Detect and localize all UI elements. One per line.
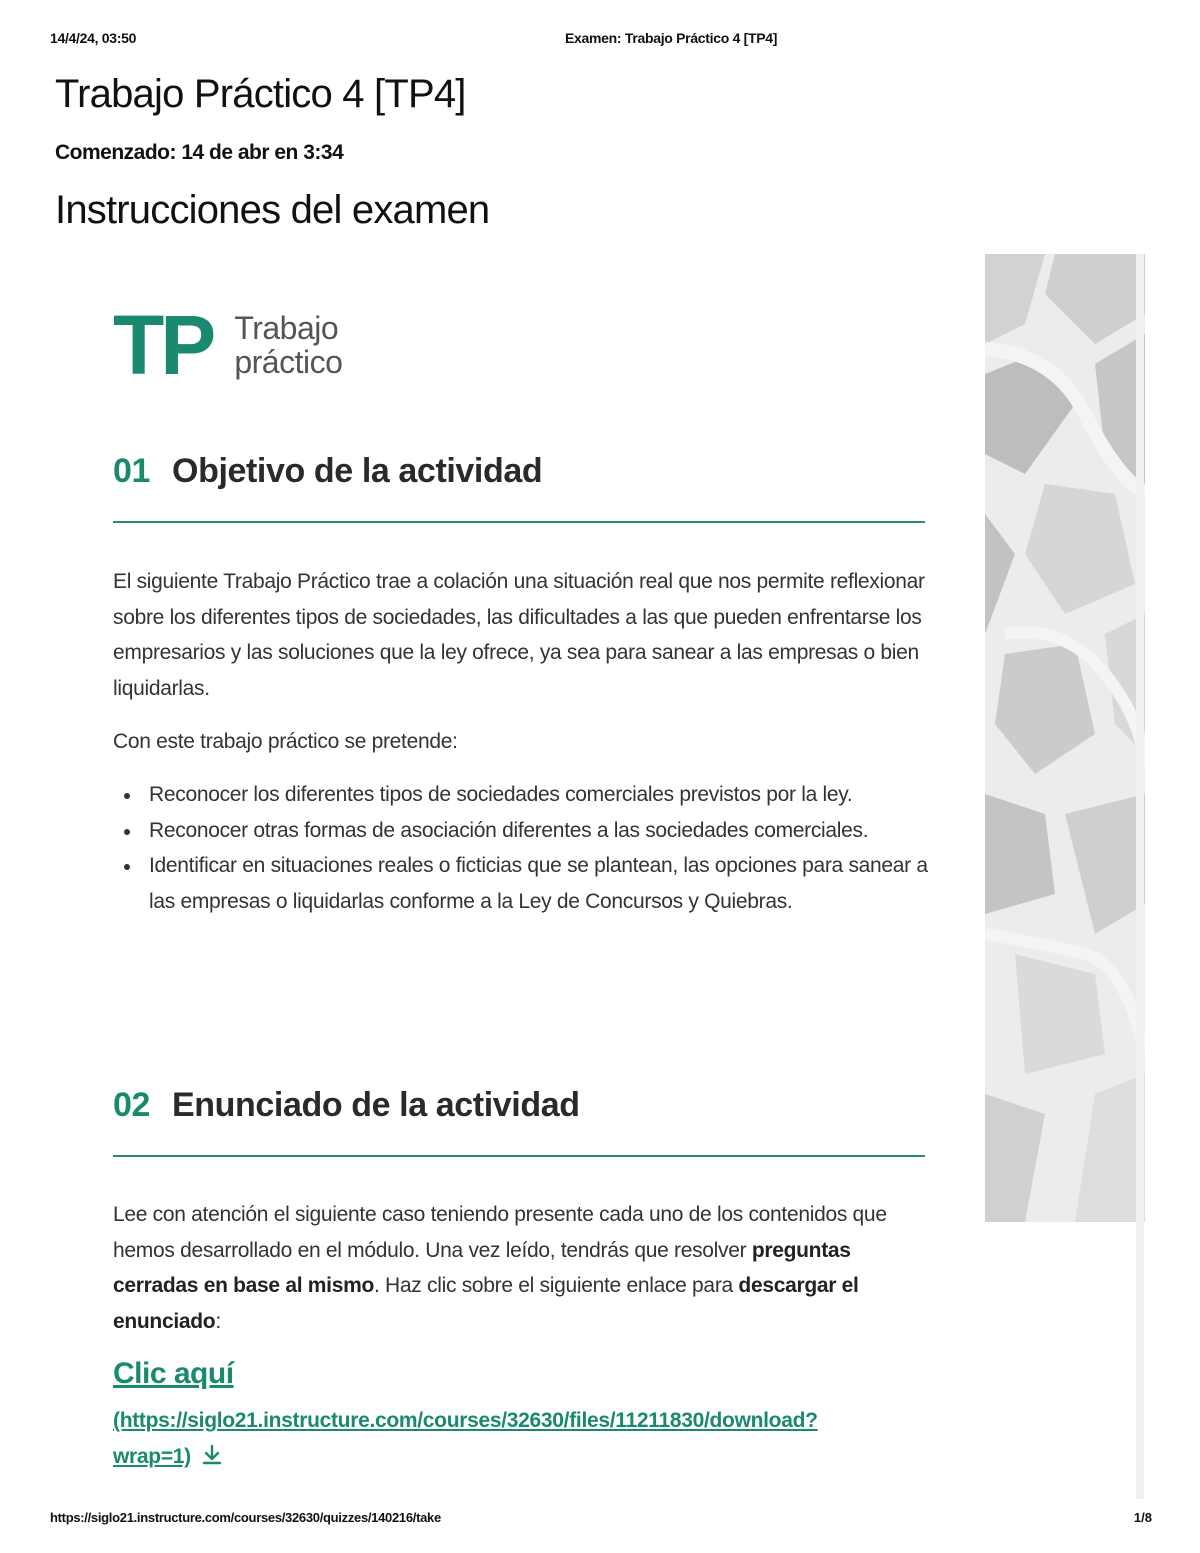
tp-logo-line2: práctico [234, 344, 343, 380]
section-divider [113, 1155, 925, 1157]
statement-text-b: . Haz clic sobre el siguiente enlace para [373, 1274, 739, 1297]
statement-bold-a: preguntas cerradas en base al mismo [113, 1238, 851, 1297]
download-url-text[interactable]: (https://siglo21.instructure.com/courses/32630/files/11211830/download?wrap=1) [113, 1409, 818, 1468]
list-item-text: Reconocer otras formas de asociación diferentes a las sociedades comerciales. [149, 818, 869, 842]
instructions-heading: Instrucciones del examen [55, 188, 490, 232]
print-url: https://siglo21.instructure.com/courses/32630/quizzes/140216/take [50, 1510, 441, 1525]
geometric-pattern-icon [985, 254, 1145, 1222]
tp-logo-line1: Trabajo [234, 310, 339, 346]
list-item [113, 813, 928, 849]
decorative-strip [1136, 254, 1144, 1499]
statement-text-a: Lee con atención el siguiente caso teniendo presente cada uno de los contenidos que hemos desarrollado en el módulo. Una vez leído, tendrás que resolver [113, 1203, 887, 1262]
section-heading-enunciado [113, 1086, 580, 1125]
objective-paragraph: El siguiente Trabajo Práctico trae a colación una situación real que nos permite reflexionar sobre los diferentes tipos de sociedades, las dificultades a las que pueden enfrentarse los empresarios y las soluciones que la ley ofrece, ya sea para sanear a las empresas o bien liquidarlas. [113, 570, 925, 700]
section-number: 01 [113, 452, 151, 490]
page-title: Trabajo Práctico 4 [TP4] [55, 72, 466, 116]
tp-logo-mark: TP [113, 298, 213, 392]
list-item-text: Identificar en situaciones reales o ficticias que se plantean, las opciones para sanear a las empresas o liquidarlas conforme a la Ley de Concursos y Quiebras. [149, 854, 928, 913]
print-date: 14/4/24, 03:50 [50, 30, 137, 46]
statement-text-c: : [215, 1309, 221, 1333]
bullet-icon [124, 793, 130, 799]
bullet-icon [124, 864, 130, 870]
objective-intro: Con este trabajo práctico se pretende: [113, 730, 458, 753]
tp-logo [113, 298, 343, 392]
section-title: Enunciado de la actividad [172, 1086, 580, 1124]
page-number: 1/8 [1133, 1510, 1152, 1525]
started-time: Comenzado: 14 de abr en 3:34 [55, 141, 344, 164]
list-item-text: Reconocer los diferentes tipos de sociedades comerciales previstos por la ley. [149, 783, 853, 806]
section-heading-objetivo [113, 452, 542, 491]
print-title: Examen: Trabajo Práctico 4 [TP4] [565, 30, 778, 46]
list-item [113, 848, 928, 919]
statement-paragraph [113, 1197, 928, 1339]
section-divider [113, 521, 925, 523]
download-link[interactable]: Clic aquí [113, 1357, 234, 1390]
decorative-banner [985, 254, 1145, 1222]
list-item [113, 777, 928, 813]
tp-logo-text [234, 311, 342, 379]
objective-list [113, 777, 928, 919]
download-icon[interactable] [201, 1444, 223, 1466]
bullet-icon [124, 829, 130, 835]
section-number: 02 [113, 1086, 151, 1124]
statement-bold-b: descargar el enunciado [113, 1274, 859, 1333]
section-title: Objetivo de la actividad [172, 452, 543, 490]
download-url-link[interactable] [113, 1403, 893, 1475]
